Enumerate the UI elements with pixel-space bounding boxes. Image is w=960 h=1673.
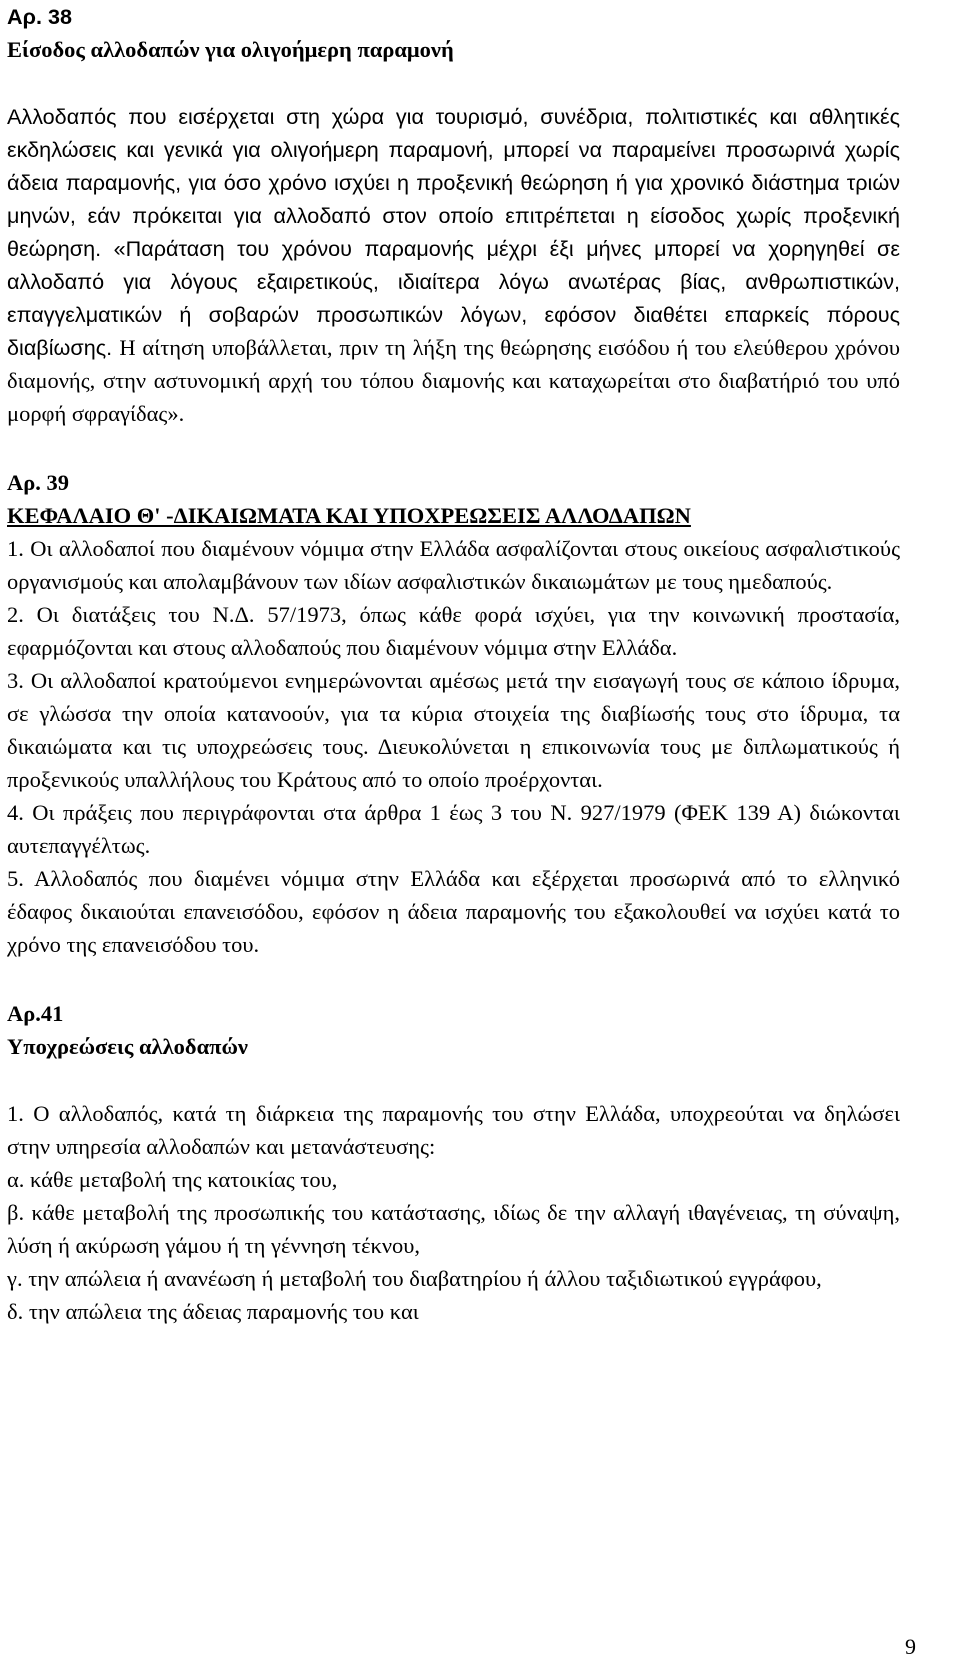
article-39-item-5: 5. Αλλοδαπός που διαμένει νόμιμα στην Ελλάδα και εξέρχεται προσωρινά από το ελληνικό έδαφος δικαιούται επανεισόδου, εφόσον η άδεια παραμονής του εξακολουθεί να ισχύει κατά το χρόνο της επανεισόδου του. xyxy=(7,866,900,957)
spacer xyxy=(7,961,900,997)
article-39-chapter-title: ΚΕΦΑΛΑΙΟ Θ' -ΔΙΚΑΙΩΜΑΤΑ ΚΑΙ ΥΠΟΧΡΕΩΣΕΙΣ ΑΛΛΟΔΑΠΩΝ xyxy=(7,503,691,528)
article-41-title: Υποχρεώσεις αλλοδαπών xyxy=(7,1034,248,1059)
page-number: 9 xyxy=(905,1634,916,1659)
spacer xyxy=(7,430,900,466)
article-39-item-3: 3. Οι αλλοδαποί κρατούμενοι ενημερώνονται αμέσως μετά την εισαγωγή τους σε κάποιο ίδρυμα, σε γλώσσα την οποία κατανοούν, για τα κύρια στοιχεία της διαβίωσής τους στο ίδρυμα, τα δικαιώματα και τις υποχρεώσεις τους. Διευκολύνεται η επικοινωνία τους με διπλωματικούς ή προξενικούς υπαλλήλους του Κράτους από το οποίο προέρχονται. xyxy=(7,668,900,792)
article-38-main-text: Αλλοδαπός που εισέρχεται στη χώρα για τουρισμό, συνέδρια, πολιτιστικές και αθλητικές εκδηλώσεις και γενικά για ολιγοήμερη παραμονή, μπορεί να παραμείνει προσωρινά χωρίς άδεια παραμονής, για όσο χρόνο ισχύει η προξενική θεώρηση ή για χρονικό διάστημα τριών μηνών, εάν πρόκειται για αλλοδαπό στον οποίο επιτρέπεται η είσοδος χωρίς προξενική θεώρηση. «Παράταση του χρόνου παραμονής μέχρι έξι μήνες μπορεί να χορηγηθεί σε αλλοδαπό για λόγους εξαιρετικούς, ιδιαίτερα λόγω ανωτέρας βίας, ανθρωπιστικών, επαγγελματικών ή σοβαρών προσωπικών λόγων, εφόσον διαθέτει επαρκείς πόρους διαβίωσης. xyxy=(7,104,900,360)
article-38-continuation: Η αίτηση υποβάλλεται, πριν τη λήξη της θεώρησης εισόδου ή του ελεύθερου χρόνου διαμονής, στην αστυνομική αρχή του τόπου διαμονής και καταχωρείται στο διαβατήριό του υπό μορφή σφραγίδας». xyxy=(7,335,901,426)
article-39-item-1: 1. Οι αλλοδαποί που διαμένουν νόμιμα στην Ελλάδα ασφαλίζονται στους οικείους ασφαλιστικούς οργανισμούς και απολαμβάνουν των ιδίων ασφαλιστικών δικαιωμάτων με τους ημεδαπούς. xyxy=(7,536,900,594)
spacer xyxy=(7,66,900,100)
article-41-item-d: δ. την απώλεια της άδειας παραμονής του και xyxy=(7,1299,419,1324)
article-39-number: Αρ. 39 xyxy=(7,470,70,495)
spacer xyxy=(7,1063,900,1097)
article-39-item-2: 2. Οι διατάξεις του Ν.Δ. 57/1973, όπως κάθε φορά ισχύει, για την κοινωνική προστασία, εφαρμόζονται και στους αλλοδαπούς που διαμένουν νόμιμα στην Ελλάδα. xyxy=(7,602,900,660)
article-38-title: Είσοδος αλλοδαπών για ολιγοήμερη παραμονή xyxy=(7,37,454,62)
article-41-item-a: α. κάθε μεταβολή της κατοικίας του, xyxy=(7,1167,338,1192)
article-41-item-b: β. κάθε μεταβολή της προσωπικής του κατάστασης, ιδίως δε την αλλαγή ιθαγένειας, τη σύναψη, λύση ή ακύρωση γάμου ή τη γέννηση τέκνου, xyxy=(7,1200,900,1258)
article-41-item-c: γ. την απώλεια ή ανανέωση ή μεταβολή του διαβατηρίου ή άλλου ταξιδιωτικού εγγράφου, xyxy=(7,1266,822,1291)
article-38-paragraph xyxy=(7,100,900,430)
article-41-intro: 1. Ο αλλοδαπός, κατά τη διάρκεια της παραμονής του στην Ελλάδα, υποχρεούται να δηλώσει στην υπηρεσία αλλοδαπών και μετανάστευσης: xyxy=(7,1101,900,1159)
article-39-item-4: 4. Οι πράξεις που περιγράφονται στα άρθρα 1 έως 3 του Ν. 927/1979 (ΦΕΚ 139 Α) διώκονται αυτεπαγγέλτως. xyxy=(7,800,900,858)
article-38-number: Αρ. 38 xyxy=(7,4,72,29)
article-41-number: Αρ.41 xyxy=(7,1001,64,1026)
